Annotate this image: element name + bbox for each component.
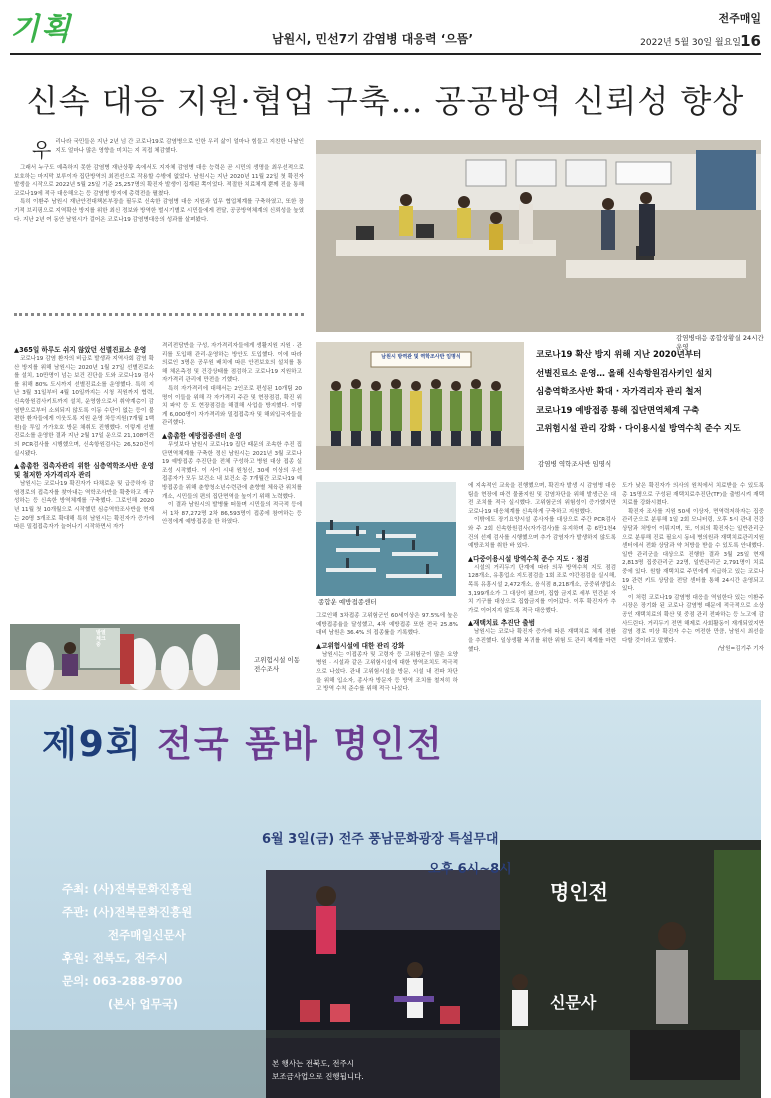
page-subtitle: 남원시, 민선7기 감염병 대응력 ‘으뜸’ [272, 32, 474, 46]
intro-block [14, 138, 304, 224]
paragraph: 도가 낮은 확진자가 의사의 원칙에서 치료받을 수 있도록 총 15명으로 구성된 재택치료추진단(TF)을 출범시켜 재택치료를 강화시켰다. [622, 483, 764, 507]
key-point: 코로나19 확산 방지 위해 지난 2020년부터 [536, 350, 702, 360]
key-point: 심층역학조사반 확대 · 자가격리자 관리 철저 [536, 387, 702, 397]
stage-sign: 신문사 [550, 993, 597, 1012]
intro-paragraph: 그래서 누구도 예측하지 못한 감염병 재난상황 속에서도 지자체 감염병 대응 능력은 곧 시민의 생명을 최우선적으로 보호하는 마지막 보루이자 집단방역의 최전선으로 작용할 수밖에 없었다. 남원시는 지난 2020년 11월 22일 첫 확진자 발생을 시작으로 2022년 5월 25일 기준 25,257명의 확진자 발생이 집계된 쪽이었다. 적절한 치료체계 뿐께 진을 통해 코로나19에 적극 대응해오는 등 감염병 방지에 총력전을 펼쳤다. [14, 165, 304, 197]
photo-caption: 감염병대응 종합상황실 24시간 운영 [676, 334, 764, 351]
info-line: 문의: 063-288-9700 [62, 974, 183, 988]
event-time: 오후 6시~8시 [428, 862, 512, 877]
paper-name: 전주매일 [718, 12, 761, 25]
issue-date: 2022년 5월 30일 월요일 [640, 38, 741, 48]
info-line: 전주매일신문사 [108, 928, 186, 942]
info-line: 주최: (사)전북문화진흥원 [62, 882, 193, 896]
ad-footnote-line: 본 행사는 전북도, 전주시 [272, 1059, 354, 1068]
vaccination-center-photo [316, 482, 456, 596]
headline: 신속 대응 지원·협업 구축… 공공방역 신뢰성 향상 [26, 82, 745, 120]
paragraph: 무엇보다 남원시 코로나19 집단 때문의 조속한 추진 집단면역체계를 구축한 정신 남원시는 2021년 3월 코로나19 예방접종 추진단을 전체 구성하고 병원 대상 접종 실 조성 시작했다. 이 사이 시내 원청신, 30세 이상의 우선 접종자가 모두 보건소 내 보건소 총 7개월간 코로나19 예방접종을 위해 춘향청소년수련관에 춘향별 체육관 위치를 개소, 시민들의 편의 집단면역을 높이기 위해 노력했다. [162, 441, 302, 500]
subheading: ▲다중이용시설 방역수칙 준수 지도 · 점검 [468, 554, 589, 563]
subheading: ▲촘촘한 예방접종센터 운영 [162, 431, 242, 440]
header-rule [10, 53, 761, 55]
key-point: 고위험시설 관리 강화 · 다이용시설 방역수칙 준수 지도 [536, 424, 741, 434]
event-advertisement [10, 700, 761, 1098]
paragraph: 시설의 거리두기 단계에 따라 의무 방역수칙 지도 점검 128개소, 유흥업소 지도점검을 1회 조로 야간점검을 실시해, 목록 유흥시설 2,472개소, 음식점 8,218개소, 공중위생업소 3,199개소가 그 대상이 됐으며, 집합 금지로 세부 민간분 자치 기구를 대상으로 집합금지를 이어갔다. 이후 확진자가 추가로 이어지지 않도록 적극 대응했다. [468, 564, 616, 614]
article-column [14, 342, 154, 532]
paragraph: 코로나19 감염 환자의 비급로 발생과 지역사회 감염 확산 방지를 위해 남원시는 2020년 1월 27일 선별진료소를 설치, 10만명이 넘는 보건 진단을 도와 코로나19 검사를 위해 80% 도시까지 선별진료소를 운영했다. 특히 지난 3월 31일부터 4월 10일까지는 시청 직원까지 협력, 신속항원검사키트까지 설치, 운영함으로서 취약계층이 감염받으로부터 소외되지 않도록 이동 수단이 없는 등이 불편한 환자들에게 이웃도록 지원 운영 차등지원(7개월 1백원)을 투입 가가호호 방문 채취도 진행했다. 이렇게 선별진료소를 운영한 결과 지난 2월 17일 운으로 21,108여건의 PCR검사를 시행했으며, 신속항원검사는 26,520건이 실시됐다. [14, 356, 154, 457]
ceremony-photo [316, 342, 524, 470]
article-column [622, 482, 764, 654]
paragraph: 이 처럼 코로나19 감염병 대응을 역임한다 있는 이환주 시장은 장기화 된 코로나 감염병 때문에 적극적으로 소상공인 재택치료의 확산 및 중점 관리 전파하는 등 노고에 감사드린다. 거리두기 전면 해제로 사회활동이 재개되었지만 감염 경로 미상 확진자 수는 여전한 만큼, 남원시 최선을 다할 것이라고 말했다. [622, 594, 764, 644]
ad-footnote [272, 1057, 364, 1083]
situation-room-illustration [316, 140, 761, 332]
article-column [316, 612, 458, 694]
paragraph: 특히 자가격리에 대해서는 2인조로 편성된 10개팀 20명이 이들을 위해 각 자가격리 주관 및 현장점검, 확진 위치 파악 등 도 현장점검을 해결해 사업을 방지했다. 이렇게 6,000명이 자가격리와 밀접접촉자 및 해외입국자들을 관리했다. [162, 385, 302, 427]
paragraph: 이밖에도 장기요양시설 종사자를 대상으로 주간 PCR검사와 주 2회 신속항원검사(자가검사)를 유지하며 총 6만1천4건의 선제 검사를 시행했으며 추가 감염자가 발생하지 않도록 예방조치를 취한 바 있다. [468, 517, 616, 550]
ad-title-edition: 제9회 [42, 724, 158, 765]
ad-footnote-line: 보조금사업으로 진행됩니다. [272, 1072, 364, 1081]
intro-paragraph: 특히 이환주 남원시 재난안전대책본부장을 필두로 신속한 감염병 대응 지원과 업무 협업체계를 구축하였고, 또한 장기적 브리핑으로 지역확산 방지를 위한 최신 정보와 방역한 벌시기별로 시민들에게 전달, 공공방역체계의 신뢰성을 높였다. 지난 2년 여 동안 남원시가 걸어온 코로나19 감염병대응의 성과를 살펴봤다. [14, 199, 304, 223]
paragraph: 확진자 조사를 지원 50세 이상자, 면역력저하자는 집중관리군으로 분류해 1일 2회 모니터링, 오후 5시 관내 건강 상담과 처방이 이뤄지며, 또, 이외의 확진자는 일반관리군으로 분류해 진료 필요시 동네 병의원과 재택치료관리지원센터에서 전화 상담과 약 처방을 받을 수 있도록 안내했다. 일반 관리군을 대상으로 진행한 결과 3월 25일 현재 2,813명 집중관리군 22명, 일반관리군 2,791명이 치료 중에 있다. 원할 재택치료 주민에게 지급하고 있는 코로나19 관련 키트 상담을 전담 센터를 통해 24시간 운영되고 있다. [622, 508, 764, 593]
facility-inspection-photo [10, 624, 240, 690]
article-column [162, 342, 302, 527]
paragraph: 남원시는 코로나 확진자 증가에 따른 재택치료 체계 전환을 추진했다. 일상생활 복귀를 위한 위험 도 관리 체계를 마련했다. [468, 629, 616, 653]
paragraph: 그로인해 3차접종 고위험군인 60세이상은 97.5%에 높은 예방접종율을 달성했고, 4차 예방접종 또한 전국 25.8% 대비 남원은 36.4% 의 접종률을 기록했다. [316, 613, 458, 637]
situation-room-photo [316, 140, 761, 332]
ceremony-illustration [316, 342, 524, 470]
photo-caption: 감염병 역학조사반 임명식 [538, 460, 612, 468]
vaccination-center-illustration [316, 482, 456, 596]
key-point: 코로나19 예방접종 통해 집단면역체계 구축 [536, 405, 700, 416]
ad-title [42, 716, 444, 767]
info-line: (본사 업무국) [108, 997, 179, 1011]
page-number: 16 [740, 32, 761, 50]
ad-title-name: 전국 품바 명인전 [157, 724, 444, 765]
dotted-divider [14, 313, 304, 316]
event-info [62, 878, 192, 1016]
byline: /남원=김기주 기자 [717, 646, 764, 653]
photo-caption: 종합운 예방접종센터 [318, 598, 377, 606]
intro-paragraph: 리나라 국민들은 지난 2년 넘 간 코로나19로 감염병으로 인한 우리 삶이 얼마나 힘들고 지친한 나날인지도 얼마나 많은 영향을 미치는 지 직접 체감했다. [55, 139, 304, 154]
paragraph: 에 지속적인 교육을 진행했으며, 확진자 발생 시 감염병 대응팀을 현장에 파견 물품지원 및 감염차단을 위해 발생근은 대전 조치를 적극 실시했다. 고위험군의 위험성이 증가했지만 코로나19 대응체계를 신속하게 구축하고 지원했다. [468, 483, 616, 515]
stage-sign: 명인전 [550, 880, 608, 904]
event-date: 6월 3일(금) 전주 풍남문화광장 특설무대 [262, 832, 499, 847]
dropcap: 우 [32, 138, 52, 162]
subheading: ▲재택치료 추진단 출범 [468, 619, 535, 628]
section-logo: 기획 [10, 12, 72, 47]
facility-sign: 발열 체크 중 [96, 630, 106, 648]
info-line: 후원: 전북도, 전주시 [62, 951, 168, 965]
paragraph: 남원시는 이접종자 및 고령자 등 고위험군이 많은 요양병원 · 시설과 같은 고위험시설에 대한 방역조치도 적극적으로 나섰다. 관내 고위험시설을 방문, 시설 내 전파 차단을 위해 입소자, 종사자 방문자 등 방역 조치를 철저히 하고 방역 수칙 준수를 위해 적극 나섰다. [316, 651, 458, 693]
key-points [536, 346, 761, 439]
article-column [468, 482, 616, 654]
key-point: 선별진료소 운영… 올해 신속항원검사키인 설치 [536, 368, 713, 379]
subheading: ▲촘촘한 접촉자관리 위한 심층역학조사반 운영 및 철저한 자가격리자 관리 [14, 462, 154, 480]
paragraph: 격리전담반을 구성, 자가격리자들에게 생활지원 지원 · 관리를 도입해 관리·운영하는 방안도 도입했다. 이에 따라 의료인 3명은 공무원 배치에 따른 안전보호의 설치를 통해 체온측정 및 건강상태를 점검하고 코로나19 지원하고 자가격리 관리에 만전을 기했다. [162, 343, 302, 384]
subheading: ▲365일 하루도 쉬지 않았던 선별진료소 운영 [14, 346, 147, 354]
paragraph: 남원시는 코로나19 확진자가 다채로운 및 급증하자 감염경로의 접촉자를 찾아내는 역학조사반을 확충하고 재구성하는 등 신속한 방역체계를 구축했다. 그로인해 2020년 11월 첫 10개월으로 시작했던 심층역학조사반을 현재는 20명 3개조로 확대해 특히 남원시는 확진자가 증가에 따른 밀접접촉자가 늘어나기 시작하면서 자가 [14, 481, 154, 531]
info-line: 주관: (사)전북문화진흥원 [62, 905, 193, 919]
ceremony-banner: 남원시 방역관 및 역학조사반 임명식 [381, 354, 461, 360]
photo-caption: 고위험시설 이동 전수조사 [254, 656, 301, 673]
facility-inspection-illustration [10, 624, 240, 690]
subheading: ▲고위험시설에 대한 관리 강화 [316, 641, 405, 650]
paragraph: 이 결과 남원시의 발병률 떠돌며 시민들의 적극적 등에서 1차 87,272명 2차 86,593명이 접종에 참여하는 등 안정에게 예방접종을 한 하였다. [162, 502, 302, 526]
